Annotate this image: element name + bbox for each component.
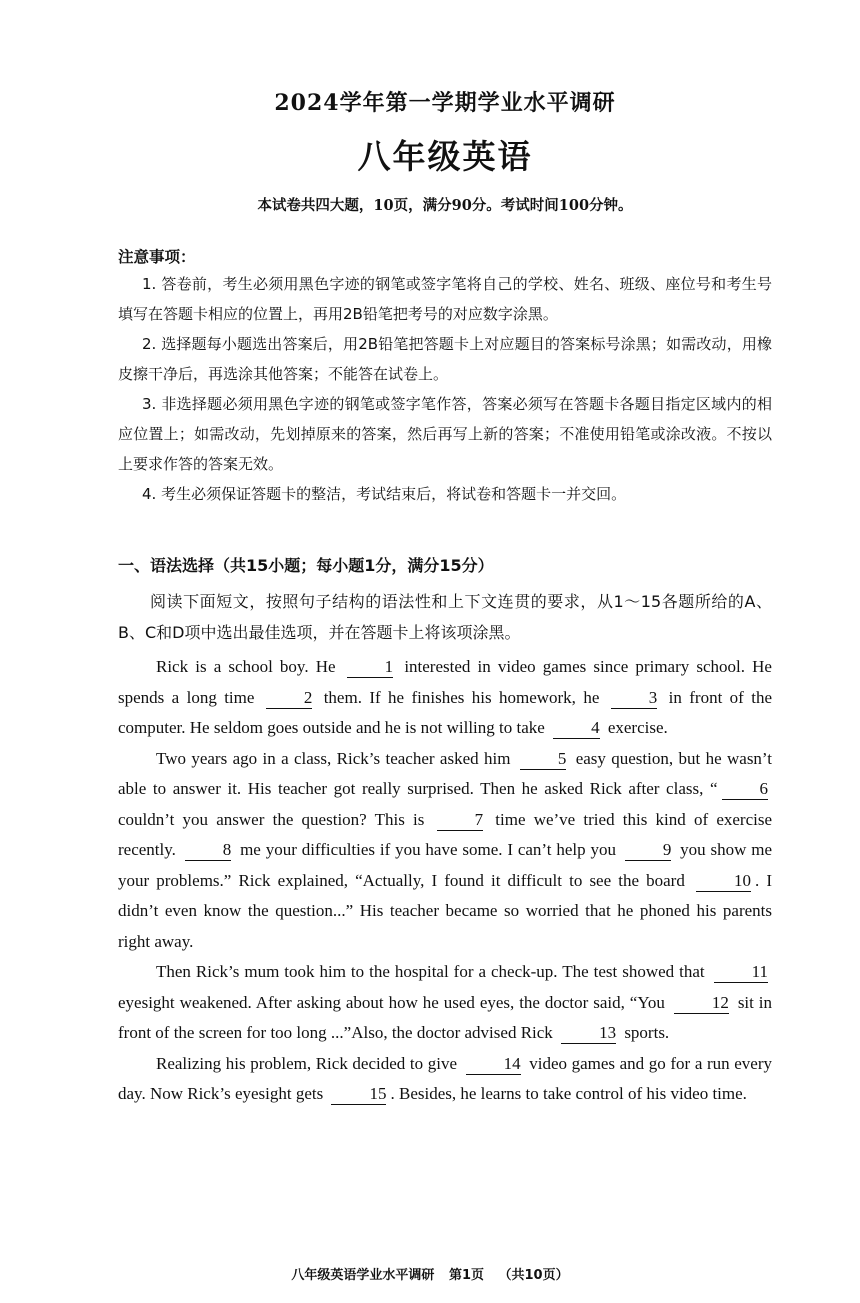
notice-item: 3. 非选择题必须用黑色字迹的钢笔或签字笔作答，答案必须写在答题卡各题目指定区域内的相应位置上；如需改动，先划掉原来的答案，然后再写上新的答案；不准使用铅笔或涂改液。不按以上要求作答的答案无效。 bbox=[118, 395, 772, 473]
notice-item: 2. 选择题每小题选出答案后，用2B铅笔把答题卡上对应题目的答案标号涂黑；如需改动，用橡皮擦干净后，再选涂其他答案；不能答在试卷上。 bbox=[118, 335, 772, 383]
passage-text: easy question, but he wasn’t able to answer it. His teacher got really surprised. Then he asked Rick after class, “ bbox=[118, 748, 773, 798]
passage-text: Rick is a school boy. He bbox=[156, 657, 336, 676]
blank-10: 10 bbox=[696, 871, 751, 892]
blank-4: 4 bbox=[553, 718, 600, 739]
passage-text: you show me your problems.” Rick explained, “Actually, I found it difficult to see the board bbox=[118, 840, 772, 890]
passage-text: eyesight weakened. After asking about how he used eyes, the doctor said, “You bbox=[118, 992, 665, 1012]
blank-6: 6 bbox=[722, 779, 769, 800]
notice-heading: 注意事项： bbox=[118, 247, 196, 266]
passage-text: me your difficulties if you have some. I can’t help you bbox=[240, 840, 616, 859]
passage-text: exercise. bbox=[607, 718, 668, 737]
passage-text: them. If he finishes his homework, he bbox=[323, 687, 600, 707]
page-footer bbox=[0, 1264, 860, 1283]
passage-text: in front of the computer. He seldom goes outside and he is not willing to take bbox=[118, 687, 772, 737]
passage-text: video games and go for a run every day. Now Rick’s eyesight gets bbox=[118, 1053, 772, 1103]
passage-text: sports. bbox=[624, 1023, 670, 1042]
blank-15: 15 bbox=[331, 1084, 386, 1105]
passage-text: . I didn’t even know the question...” His teacher became so worried that he phoned his parents right away. bbox=[118, 870, 773, 951]
blank-9: 9 bbox=[625, 840, 672, 861]
blank-2: 2 bbox=[266, 688, 313, 709]
passage-paragraph-1 bbox=[118, 652, 772, 744]
blank-1: 1 bbox=[347, 657, 394, 678]
blank-3: 3 bbox=[611, 688, 658, 709]
passage-text: couldn’t you answer the question? This is bbox=[118, 809, 425, 829]
blank-12: 12 bbox=[674, 993, 729, 1014]
page-total: （共10页） bbox=[498, 1268, 569, 1283]
footer-title: 八年级英语学业水平调研 bbox=[291, 1268, 435, 1283]
blank-5: 5 bbox=[520, 749, 567, 770]
passage-paragraph-4 bbox=[118, 1049, 772, 1110]
passage-text: Realizing his problem, Rick decided to give bbox=[156, 1053, 457, 1073]
exam-info: 本试卷共四大题，10页，满分90分。考试时间100分钟。 bbox=[257, 197, 633, 214]
exam-title: 2024学年第一学期学业水平调研 bbox=[274, 90, 616, 116]
notice-item: 4. 考生必须保证答题卡的整洁，考试结束后，将试卷和答题卡一并交回。 bbox=[142, 485, 627, 503]
passage-text: . Besides, he learns to take control of his video time. bbox=[390, 1084, 747, 1103]
cloze-passage bbox=[118, 652, 772, 1110]
section-heading: 一、语法选择（共15小题；每小题1分，满分15分） bbox=[118, 556, 494, 575]
blank-7: 7 bbox=[437, 810, 484, 831]
blank-11: 11 bbox=[714, 962, 768, 983]
blank-13: 13 bbox=[561, 1023, 616, 1044]
passage-text: Then Rick’s mum took him to the hospital for a check-up. The test showed that bbox=[156, 962, 705, 981]
passage-paragraph-2 bbox=[118, 744, 772, 958]
passage-text: sit in front of the screen for too long ...”Also, the doctor advised Rick bbox=[118, 992, 773, 1042]
blank-14: 14 bbox=[466, 1054, 521, 1075]
blank-8: 8 bbox=[185, 840, 232, 861]
notice-list bbox=[118, 269, 772, 509]
page-number: 第1页 bbox=[448, 1268, 484, 1283]
passage-paragraph-3 bbox=[118, 957, 772, 1049]
exam-page bbox=[0, 86, 860, 1303]
section-instruction: 阅读下面短文，按照句子结构的语法性和上下文连贯的要求，从1～15各题所给的A、B、C和D项中选出最佳选项，并在答题卡上将该项涂黑。 bbox=[118, 592, 772, 642]
passage-text: interested in video games since primary school. He spends a long time bbox=[118, 657, 772, 707]
subject-title: 八年级英语 bbox=[357, 137, 533, 176]
passage-text: time we’ve tried this kind of exercise recently. bbox=[118, 809, 773, 859]
notice-item: 1. 答卷前，考生必须用黑色字迹的钢笔或签字笔将自己的学校、姓名、班级、座位号和考生号填写在答题卡相应的位置上，再用2B铅笔把考号的对应数字涂黑。 bbox=[118, 275, 772, 323]
passage-text: Two years ago in a class, Rick’s teacher asked him bbox=[156, 748, 511, 768]
